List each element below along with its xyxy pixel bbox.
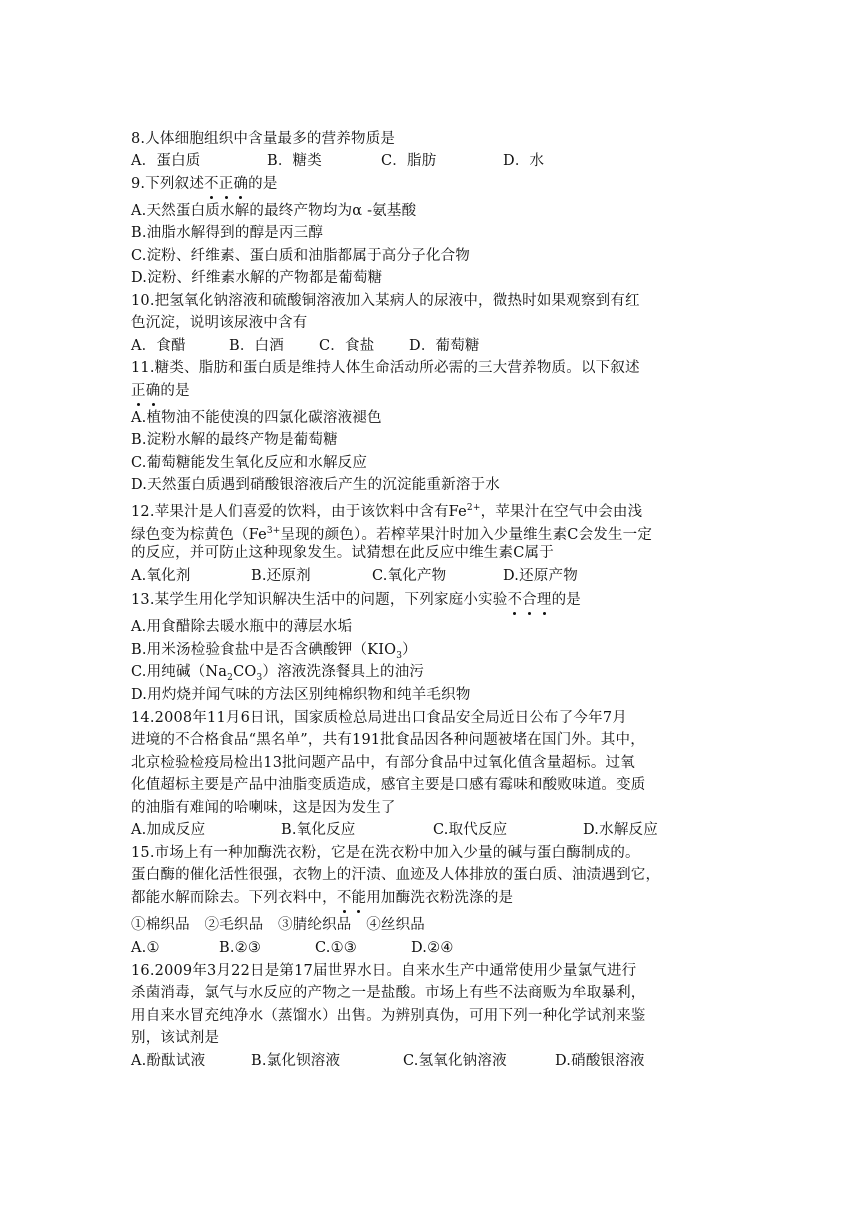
q8-option-a: A．蛋白质 xyxy=(131,153,201,169)
q14-stem-line1: 14.2008年11月6日讯，国家质检总局进出口食品安全局近日公布了今年7月 xyxy=(131,710,627,726)
q10-stem-line1: 10.把氢氧化钠溶液和硫酸铜溶液加入某病人的尿液中，微热时如果观察到有红 xyxy=(131,293,640,309)
q16-stem-line4: 别，该试剂是 xyxy=(131,1030,220,1046)
q14-stem-line3: 北京检验检疫局检出13批问题产品中，有部分食品中过氧化值含量超标。过氧 xyxy=(131,755,635,771)
q11-stem-text: 的是 xyxy=(160,383,190,399)
q13-text: C.用纯碱（Na xyxy=(131,664,228,680)
q8-options xyxy=(131,150,544,172)
q10-option-b: B．白酒 xyxy=(229,338,284,354)
q13-subscript: 3 xyxy=(396,650,403,661)
q9-option-a: A.天然蛋白质水解的最终产物均为α -氨基酸 xyxy=(131,203,417,219)
q15-option-b: B.②③ xyxy=(219,940,262,956)
q16-option-c: C.氢氧化钠溶液 xyxy=(403,1053,507,1069)
q12-options xyxy=(131,565,578,587)
q9-emphasis: 确 xyxy=(233,173,248,195)
q13-subscript: 2 xyxy=(227,672,234,683)
q14-stem-line5: 的油脂有难闻的哈喇味，这是因为发生了 xyxy=(131,800,396,816)
q15-stem-line2: 蛋白酶的催化活性很强，衣物上的汗渍、血迹及人体排放的蛋白质、油渍遇到它， xyxy=(131,867,661,883)
q10-option-a: A．食醋 xyxy=(131,338,186,354)
q15-stem-line3 xyxy=(131,887,513,909)
q13-stem-text: 的是 xyxy=(551,592,581,608)
q14-stem-line2: 进境的不合格食品“黑名单”，共有191批食品因各种问题被堵在国门外。其中， xyxy=(131,732,645,748)
q14-options xyxy=(131,819,658,841)
q9-stem-text: 9.下列叙述 xyxy=(131,176,205,192)
q15-stem-line1: 15.市场上有一种加酶洗衣粉，它是在洗衣粉中加入少量的碱与蛋白酶制成的。 xyxy=(131,845,640,861)
q12-text: 绿色变为棕黄色（Fe xyxy=(131,526,267,543)
q8-option-c: C．脂肪 xyxy=(381,153,437,169)
q11-stem-line2 xyxy=(131,380,190,402)
q16-stem-line2: 杀菌消毒，氯气与水反应的产物之一是盐酸。市场上有些不法商贩为牟取暴利， xyxy=(131,985,646,1001)
q13-option-d: D.用灼烧并闻气味的方法区别纯棉织物和纯羊毛织物 xyxy=(131,687,471,703)
q16-option-d: D.硝酸银溶液 xyxy=(555,1053,645,1069)
q14-stem-line4: 化值超标主要是产品中油脂变质造成，感官主要是口感有霉味和酸败味道。变质 xyxy=(131,777,646,793)
q9-option-c: C.淀粉、纤维素、蛋白质和油脂都属于高分子化合物 xyxy=(131,248,470,264)
q16-option-b: B.氯化钡溶液 xyxy=(251,1053,341,1069)
q13-stem xyxy=(131,589,581,611)
q11-stem-line1: 11.糖类、脂肪和蛋白质是维持人体生命活动所必需的三大营养物质。以下叙述 xyxy=(131,360,640,376)
q9-stem xyxy=(131,173,278,195)
q12-text: 12.苹果汁是人们喜爱的饮料，由于该饮料中含有Fe xyxy=(131,503,467,520)
q16-stem-line1: 16.2009年3月22日是第17届世界水日。自来水生产中通常使用少量氯气进行 xyxy=(131,963,637,979)
q12-option-b: B.还原剂 xyxy=(251,568,311,584)
q13-text: CO xyxy=(233,664,257,680)
q10-stem-line2: 色沉淀，说明该尿液中含有 xyxy=(131,315,308,331)
q8-option-d: D．水 xyxy=(503,153,545,169)
q15-option-d: D.②④ xyxy=(411,940,454,956)
q15-text: 用加酶洗衣粉洗涤的是 xyxy=(366,890,514,906)
q15-emphasis: 能 xyxy=(352,887,367,909)
q13-emphasis: 合 xyxy=(522,589,537,611)
q11-option-b: B.淀粉水解的最终产物是葡萄糖 xyxy=(131,432,338,448)
q13-text: B.用米汤检验食盐中是否含碘酸钾（KIO xyxy=(131,642,397,658)
q13-emphasis: 理 xyxy=(537,589,552,611)
q14-option-c: C.取代反应 xyxy=(433,822,508,838)
q13-emphasis: 不 xyxy=(507,589,522,611)
q9-emphasis: 正 xyxy=(219,173,234,195)
q9-option-d: D.淀粉、纤维素水解的产物都是葡萄糖 xyxy=(131,270,383,286)
q9-emphasis: 不 xyxy=(204,173,219,195)
q13-option-a: A.用食醋除去暖水瓶中的薄层水垢 xyxy=(131,619,353,635)
q12-text: 呈现的颜色）。若榨苹果汁时加入少量维生素C会发生一定 xyxy=(280,526,653,543)
q12-superscript: 2+ xyxy=(466,503,481,513)
q15-options xyxy=(131,937,454,959)
q12-stem-line1 xyxy=(131,497,642,523)
q12-stem-line3: 的反应，并可防止这种现象发生。试猜想在此反应中维生素C属于 xyxy=(131,545,554,561)
q11-option-c: C.葡萄糖能发生氧化反应和水解反应 xyxy=(131,455,368,471)
q12-option-c: C.氧化产物 xyxy=(372,568,447,584)
q16-stem-line3: 用自来水冒充纯净水（蒸馏水）出售。为辨别真伪，可用下列一种化学试剂来鉴 xyxy=(131,1008,646,1024)
q13-subscript: 3 xyxy=(256,672,263,683)
q11-option-d: D.天然蛋白质遇到硝酸银溶液后产生的沉淀能重新溶于水 xyxy=(131,477,500,493)
q11-option-a: A.植物油不能使溴的四氯化碳溶液褪色 xyxy=(131,410,382,426)
q8-stem: 8.人体细胞组织中含量最多的营养物质是 xyxy=(131,131,396,147)
q10-option-c: C．食盐 xyxy=(319,338,375,354)
q15-items: ①棉织品 ②毛织品 ③腈纶织品 ④丝织品 xyxy=(131,917,425,933)
q13-text: ） xyxy=(402,642,417,658)
q12-text: ，苹果汁在空气中会由浅 xyxy=(480,503,643,520)
q14-option-d: D.水解反应 xyxy=(583,822,658,838)
q13-text: ）溶液洗涤餐具上的油污 xyxy=(262,664,425,680)
q15-text: 都能水解而除去。下列衣料中， xyxy=(131,890,337,906)
q16-options xyxy=(131,1050,645,1072)
q11-emphasis: 确 xyxy=(146,380,161,402)
q10-options xyxy=(131,335,480,357)
q15-option-c: C.①③ xyxy=(315,940,357,956)
q16-option-a: A.酚酞试液 xyxy=(131,1053,206,1069)
q15-option-a: A.① xyxy=(131,940,160,956)
q12-superscript: 3+ xyxy=(266,526,281,536)
q15-emphasis: 不 xyxy=(337,887,352,909)
q10-option-d: D．葡萄糖 xyxy=(409,338,480,354)
q9-stem-text: 的是 xyxy=(248,176,278,192)
q8-option-b: B．糖类 xyxy=(267,153,322,169)
q12-option-d: D.还原产物 xyxy=(503,568,578,584)
q14-option-a: A.加成反应 xyxy=(131,822,206,838)
q9-option-b: B.油脂水解得到的醇是丙三醇 xyxy=(131,225,324,241)
q14-option-b: B.氧化反应 xyxy=(281,822,356,838)
q11-emphasis: 正 xyxy=(131,380,146,402)
q13-stem-text: 13.某学生用化学知识解决生活中的问题，下列家庭小实验 xyxy=(131,592,508,608)
q12-option-a: A.氧化剂 xyxy=(131,568,191,584)
